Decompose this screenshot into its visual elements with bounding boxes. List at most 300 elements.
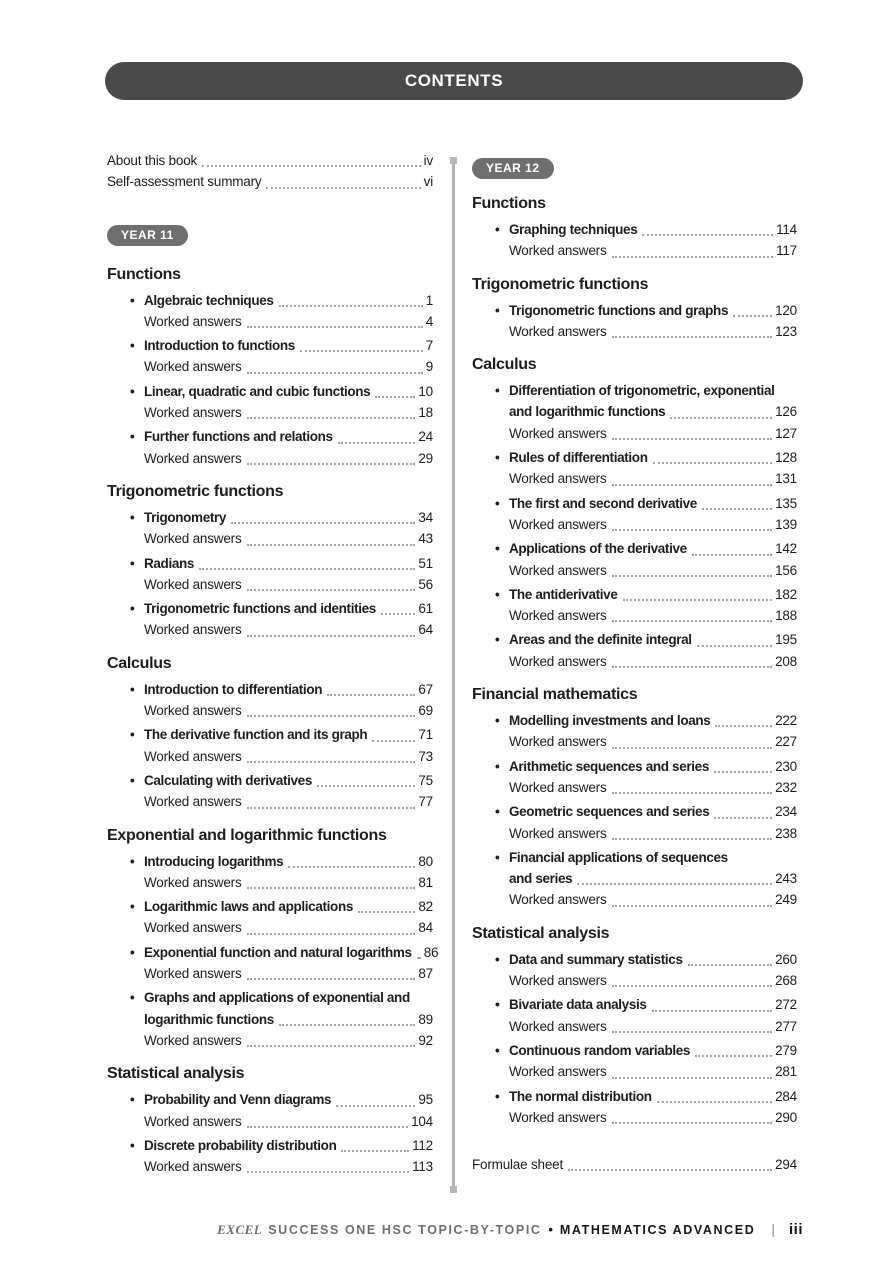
toc-section	[107, 265, 433, 469]
toc-item	[472, 710, 797, 753]
footer-page-number: iii	[788, 1221, 803, 1238]
entry-row	[107, 1135, 433, 1156]
dotted-leader	[653, 447, 772, 464]
entry-page-number: 67	[418, 681, 433, 697]
entry-continuation-row	[107, 1009, 433, 1030]
dotted-leader	[697, 629, 772, 646]
entry-title: Trigonometry	[144, 509, 227, 525]
bullet-icon: •	[495, 632, 500, 648]
worked-answers-page-number: 29	[418, 450, 433, 466]
toc-item	[107, 851, 433, 894]
page-footer	[217, 1221, 803, 1238]
entry-title: Introduction to functions	[144, 338, 295, 354]
toc-section	[472, 194, 797, 262]
bullet-icon: •	[495, 1088, 500, 1104]
toc-item	[472, 1040, 797, 1083]
section-heading: Functions	[107, 265, 181, 283]
year12-badge-label: YEAR 12	[486, 161, 540, 175]
worked-answers-label: Worked answers	[144, 1159, 242, 1175]
entry-row	[107, 987, 433, 1008]
entry-page-number: 1	[425, 292, 433, 308]
entry-page-number: 75	[418, 772, 433, 788]
dotted-leader	[568, 1154, 772, 1171]
entry-page-number: 234	[775, 804, 797, 820]
formulae-sheet-row-page-number: 294	[775, 1157, 797, 1173]
bullet-icon: •	[495, 541, 500, 557]
entry-title: Discrete probability distribution	[144, 1137, 337, 1153]
front-matter-row-title: Self-assessment summary	[107, 174, 262, 190]
worked-answers-row	[472, 240, 797, 261]
dotted-leader	[247, 528, 416, 545]
dotted-leader	[247, 963, 416, 980]
worked-answers-row	[472, 514, 797, 535]
worked-answers-page-number: 84	[418, 920, 433, 936]
worked-answers-row	[107, 619, 433, 640]
toc-item	[107, 290, 433, 333]
footer-separator-dot: •	[548, 1223, 553, 1237]
worked-answers-page-number: 69	[418, 703, 433, 719]
entry-row	[472, 710, 797, 731]
dotted-leader	[612, 1061, 773, 1078]
worked-answers-row	[472, 1107, 797, 1128]
entry-page-number: 128	[775, 450, 797, 466]
bullet-icon: •	[495, 713, 500, 729]
worked-answers-row	[472, 777, 797, 798]
entry-row	[107, 851, 433, 872]
toc-item	[107, 426, 433, 469]
toc-item	[472, 380, 797, 444]
section-heading: Trigonometric functions	[107, 482, 284, 500]
entry-row	[107, 553, 433, 574]
worked-answers-page-number: 77	[418, 794, 433, 810]
dotted-leader	[247, 574, 416, 591]
toc-columns	[107, 150, 803, 1192]
entry-page-number: 260	[775, 951, 797, 967]
worked-answers-label: Worked answers	[509, 653, 607, 669]
worked-answers-page-number: 113	[412, 1159, 433, 1175]
toc-item	[472, 949, 797, 992]
worked-answers-row	[472, 731, 797, 752]
bullet-icon: •	[495, 1042, 500, 1058]
worked-answers-label: Worked answers	[509, 1064, 607, 1080]
entry-row	[472, 380, 797, 401]
bullet-icon: •	[495, 997, 500, 1013]
toc-item	[472, 300, 797, 343]
toc-item	[472, 629, 797, 672]
section-heading: Exponential and logarithmic functions	[107, 826, 387, 844]
entry-title: Areas and the definite integral	[509, 632, 692, 648]
entry-page-number: 82	[418, 899, 433, 915]
front-matter-row	[107, 171, 433, 192]
entry-row	[107, 381, 433, 402]
worked-answers-page-number: 64	[418, 622, 433, 638]
worked-answers-label: Worked answers	[509, 779, 607, 795]
year11-badge	[107, 225, 188, 246]
entry-row	[472, 300, 797, 321]
bullet-icon: •	[495, 450, 500, 466]
dotted-leader	[199, 553, 415, 570]
toc-section	[472, 275, 797, 343]
worked-answers-page-number: 156	[775, 562, 797, 578]
entry-title: Further functions and relations	[144, 429, 333, 445]
dotted-leader	[300, 335, 423, 352]
toc-item	[472, 447, 797, 490]
dotted-leader	[247, 700, 416, 717]
bullet-icon: •	[130, 853, 135, 869]
worked-answers-row	[107, 402, 433, 423]
year12-sections	[472, 194, 797, 1128]
worked-answers-label: Worked answers	[144, 450, 242, 466]
dotted-leader	[317, 770, 415, 787]
worked-answers-label: Worked answers	[144, 622, 242, 638]
entry-title: Bivariate data analysis	[509, 997, 647, 1013]
toc-item	[472, 994, 797, 1037]
worked-answers-page-number: 188	[775, 608, 797, 624]
dotted-leader	[612, 514, 773, 531]
entry-row	[472, 493, 797, 514]
worked-answers-page-number: 281	[775, 1064, 797, 1080]
bullet-icon: •	[130, 338, 135, 354]
entry-page-number: 89	[418, 1011, 433, 1027]
worked-answers-row	[472, 423, 797, 444]
worked-answers-page-number: 139	[775, 516, 797, 532]
dotted-leader	[714, 801, 772, 818]
footer-series-title: SUCCESS ONE HSC TOPIC-BY-TOPIC	[268, 1223, 542, 1237]
dotted-leader	[714, 756, 772, 773]
dotted-leader	[247, 1030, 416, 1047]
year11-sections	[107, 265, 439, 1178]
worked-answers-row	[107, 1111, 433, 1132]
dotted-leader	[612, 889, 773, 906]
entry-row	[107, 896, 433, 917]
toc-section	[107, 826, 439, 1052]
toc-section	[107, 1064, 433, 1177]
toc-item	[472, 801, 797, 844]
dotted-leader	[670, 401, 772, 418]
worked-answers-label: Worked answers	[509, 516, 607, 532]
entry-page-number: 24	[418, 429, 433, 445]
worked-answers-row	[472, 605, 797, 626]
dotted-leader	[715, 710, 772, 727]
worked-answers-label: Worked answers	[509, 1109, 607, 1125]
entry-title: The derivative function and its graph	[144, 727, 368, 743]
entry-page-number: 284	[775, 1088, 797, 1104]
dotted-leader	[358, 896, 415, 913]
bullet-icon: •	[495, 804, 500, 820]
worked-answers-label: Worked answers	[144, 1032, 242, 1048]
worked-answers-label: Worked answers	[509, 562, 607, 578]
entry-page-number: 114	[776, 222, 797, 237]
toc-item	[472, 1086, 797, 1129]
bullet-icon: •	[130, 1092, 135, 1108]
bullet-icon: •	[495, 758, 500, 774]
entry-row	[107, 598, 433, 619]
worked-answers-page-number: 227	[775, 734, 797, 750]
entry-title: Calculating with derivatives	[144, 772, 313, 788]
bullet-icon: •	[130, 601, 135, 617]
toc-column-year11	[107, 150, 439, 1192]
entry-title: Arithmetic sequences and series	[509, 758, 709, 774]
dotted-leader	[247, 1156, 410, 1173]
dotted-leader	[695, 1040, 772, 1057]
dotted-leader	[247, 402, 416, 419]
dotted-leader	[336, 1089, 415, 1106]
worked-answers-row	[472, 651, 797, 672]
worked-answers-label: Worked answers	[509, 425, 607, 441]
worked-answers-label: Worked answers	[144, 313, 242, 329]
bullet-icon: •	[130, 944, 135, 960]
front-matter-row-page-number: iv	[423, 153, 433, 168]
entry-row	[472, 1086, 797, 1107]
worked-answers-page-number: 131	[775, 471, 797, 487]
dotted-leader	[612, 823, 773, 840]
entry-title: Graphing techniques	[509, 222, 638, 237]
worked-answers-row	[472, 823, 797, 844]
entry-title: The antiderivative	[509, 586, 618, 602]
dotted-leader	[247, 311, 423, 328]
entry-page-number: 112	[412, 1137, 433, 1153]
entry-row	[107, 1089, 433, 1110]
worked-answers-page-number: 290	[775, 1109, 797, 1125]
worked-answers-page-number: 123	[775, 323, 797, 339]
worked-answers-row	[472, 321, 797, 342]
worked-answers-page-number: 4	[425, 313, 433, 329]
entry-row	[472, 1040, 797, 1061]
worked-answers-label: Worked answers	[144, 794, 242, 810]
entry-row	[472, 994, 797, 1015]
toc-item	[107, 942, 439, 985]
front-matter-row	[107, 150, 433, 171]
toc-item	[107, 335, 433, 378]
worked-answers-page-number: 43	[418, 531, 433, 547]
bullet-icon: •	[130, 429, 135, 445]
front-matter-row-title: About this book	[107, 153, 198, 168]
entry-page-number: 95	[418, 1092, 433, 1108]
dotted-leader	[341, 1135, 409, 1152]
section-heading: Calculus	[107, 654, 172, 672]
entry-title: Continuous random variables	[509, 1042, 691, 1058]
dotted-leader	[247, 1111, 409, 1128]
toc-item	[472, 219, 797, 262]
dotted-leader	[247, 619, 416, 636]
worked-answers-page-number: 92	[418, 1032, 433, 1048]
worked-answers-label: Worked answers	[509, 973, 607, 989]
entry-row	[107, 426, 433, 447]
dotted-leader	[577, 868, 772, 885]
worked-answers-row	[107, 1030, 433, 1051]
dotted-leader	[612, 1107, 773, 1124]
toc-item	[107, 896, 433, 939]
dotted-leader	[417, 942, 421, 959]
footer-divider-bar: |	[771, 1221, 775, 1237]
worked-answers-page-number: 9	[425, 359, 433, 375]
dotted-leader	[657, 1086, 772, 1103]
toc-item	[107, 553, 433, 596]
worked-answers-label: Worked answers	[144, 966, 242, 982]
entry-title: Applications of the derivative	[509, 541, 687, 557]
entry-title: Graphs and applications of exponential and	[144, 990, 410, 1006]
entry-row	[472, 584, 797, 605]
worked-answers-label: Worked answers	[509, 1018, 607, 1034]
toc-section	[107, 654, 433, 813]
entry-page-number: 126	[775, 404, 797, 420]
entry-title: Differentiation of trigonometric, exponential	[509, 383, 775, 399]
dotted-leader	[612, 560, 773, 577]
dotted-leader	[327, 679, 415, 696]
dotted-leader	[288, 851, 415, 868]
footer-subject-title: MATHEMATICS ADVANCED	[559, 1223, 756, 1237]
entry-page-number: 34	[418, 509, 433, 525]
dotted-leader	[612, 777, 773, 794]
worked-answers-row	[472, 468, 797, 489]
worked-answers-label: Worked answers	[144, 405, 242, 421]
worked-answers-page-number: 127	[775, 425, 797, 441]
section-heading: Financial mathematics	[472, 686, 638, 704]
bullet-icon: •	[495, 302, 500, 318]
dotted-leader	[642, 219, 773, 236]
entry-title-continued: and logarithmic functions	[509, 404, 666, 420]
toc-item	[472, 538, 797, 581]
dotted-leader	[692, 538, 772, 555]
entry-page-number: 142	[775, 541, 797, 557]
dotted-leader	[247, 356, 423, 373]
entry-row	[107, 942, 439, 963]
worked-answers-page-number: 277	[775, 1018, 797, 1034]
entry-page-number: 86	[423, 944, 439, 960]
entry-page-number: 51	[418, 555, 433, 571]
dotted-leader	[612, 1016, 773, 1033]
worked-answers-label: Worked answers	[509, 243, 607, 259]
entry-page-number: 230	[775, 758, 797, 774]
worked-answers-label: Worked answers	[144, 874, 242, 890]
entry-page-number: 71	[418, 727, 433, 743]
dotted-leader	[247, 448, 416, 465]
toc-item	[472, 493, 797, 536]
bullet-icon: •	[130, 555, 135, 571]
bullet-icon: •	[130, 292, 135, 308]
worked-answers-row	[107, 963, 433, 984]
dotted-leader	[375, 381, 415, 398]
dotted-leader	[612, 423, 773, 440]
worked-answers-row	[472, 970, 797, 991]
worked-answers-row	[472, 889, 797, 910]
entry-row	[472, 949, 797, 970]
section-heading: Statistical analysis	[472, 924, 610, 942]
entry-title: Introduction to differentiation	[144, 681, 323, 697]
formulae-sheet-row-title: Formulae sheet	[472, 1157, 563, 1173]
footer-brand: EXCEL	[217, 1222, 263, 1237]
dotted-leader	[612, 605, 773, 622]
dotted-leader	[612, 731, 773, 748]
toc-item	[472, 847, 797, 911]
worked-answers-row	[107, 356, 433, 377]
contents-banner	[105, 62, 803, 100]
toc-item	[107, 987, 433, 1051]
entry-title: Logarithmic laws and applications	[144, 899, 353, 915]
entry-row	[472, 219, 797, 240]
entry-page-number: 10	[418, 383, 433, 399]
entry-title: The normal distribution	[509, 1088, 652, 1104]
dotted-leader	[733, 300, 772, 317]
dotted-leader	[338, 426, 416, 443]
entry-row	[472, 538, 797, 559]
toc-item	[472, 756, 797, 799]
bullet-icon: •	[495, 222, 500, 237]
entry-page-number: 61	[418, 601, 433, 617]
bullet-icon: •	[495, 383, 500, 399]
section-heading: Calculus	[472, 356, 537, 374]
entry-page-number: 222	[775, 713, 797, 729]
worked-answers-page-number: 87	[418, 966, 433, 982]
dotted-leader	[612, 468, 773, 485]
worked-answers-page-number: 268	[775, 973, 797, 989]
bullet-icon: •	[130, 509, 135, 525]
entry-row	[107, 290, 433, 311]
entry-page-number: 135	[775, 495, 797, 511]
worked-answers-page-number: 238	[775, 825, 797, 841]
entry-row	[472, 756, 797, 777]
dotted-leader	[247, 791, 416, 808]
entry-page-number: 243	[775, 871, 797, 887]
bullet-icon: •	[130, 383, 135, 399]
section-heading: Statistical analysis	[107, 1065, 245, 1083]
formulae-sheet-row	[472, 1154, 797, 1175]
entry-row	[472, 447, 797, 468]
entry-title: Introducing logarithms	[144, 853, 284, 869]
bullet-icon: •	[130, 990, 135, 1006]
worked-answers-label: Worked answers	[144, 576, 242, 592]
worked-answers-label: Worked answers	[509, 734, 607, 750]
dotted-leader	[372, 724, 415, 741]
worked-answers-page-number: 73	[418, 748, 433, 764]
bullet-icon: •	[495, 951, 500, 967]
dotted-leader	[279, 290, 423, 307]
front-matter-row-page-number: vi	[423, 174, 433, 190]
worked-answers-row	[107, 448, 433, 469]
dotted-leader	[623, 584, 773, 601]
entry-title: Algebraic techniques	[144, 292, 274, 308]
toc-item	[107, 724, 433, 767]
dotted-leader	[266, 171, 420, 188]
entry-title: Radians	[144, 555, 195, 571]
toc-section	[107, 482, 433, 641]
toc-section	[472, 685, 797, 911]
toc-item	[107, 770, 433, 813]
toc-section	[472, 924, 797, 1128]
toc-item	[107, 679, 433, 722]
worked-answers-label: Worked answers	[144, 531, 242, 547]
entry-page-number: 182	[775, 586, 797, 602]
entry-row	[472, 801, 797, 822]
entry-title: Trigonometric functions and identities	[144, 601, 376, 617]
dotted-leader	[247, 917, 416, 934]
entry-title: The first and second derivative	[509, 495, 697, 511]
entry-row	[107, 679, 433, 700]
worked-answers-row	[107, 746, 433, 767]
year12-badge	[472, 158, 554, 179]
dotted-leader	[652, 994, 773, 1011]
worked-answers-row	[107, 528, 433, 549]
entry-title: Probability and Venn diagrams	[144, 1092, 332, 1108]
worked-answers-label: Worked answers	[144, 703, 242, 719]
entry-title: Linear, quadratic and cubic functions	[144, 383, 371, 399]
entry-title: Geometric sequences and series	[509, 804, 710, 820]
bullet-icon: •	[130, 899, 135, 915]
column-divider	[452, 158, 455, 1192]
dotted-leader	[247, 746, 416, 763]
dotted-leader	[247, 872, 416, 889]
entry-continuation-row	[472, 401, 797, 422]
